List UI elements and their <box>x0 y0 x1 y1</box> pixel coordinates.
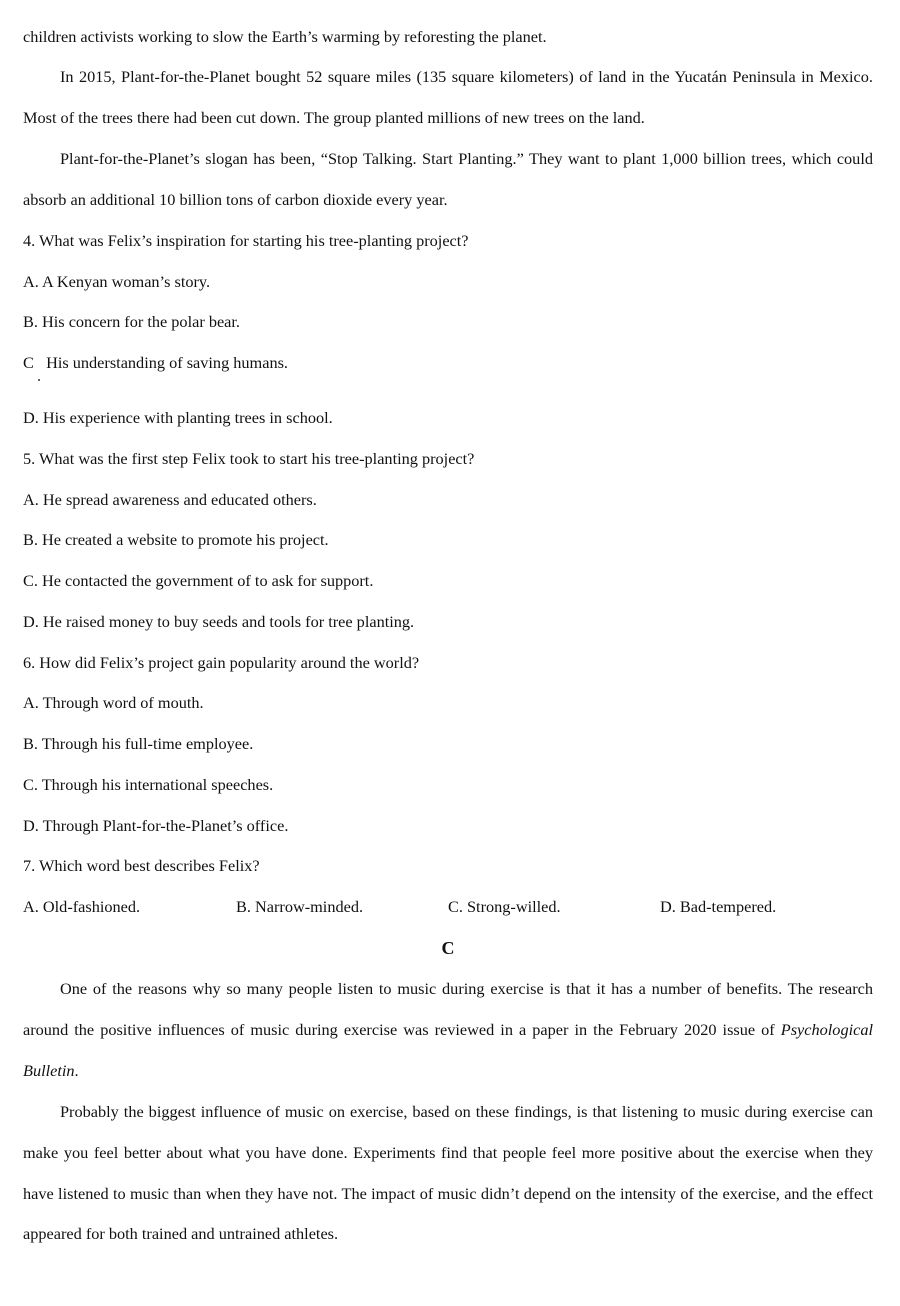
question-7-option-b: B. Narrow-minded. <box>236 897 364 916</box>
question-6-option-a: A. Through word of mouth. <box>23 693 204 712</box>
stray-dot-mark <box>38 379 40 381</box>
question-6-option-c: C. Through his international speeches. <box>23 775 274 794</box>
journal-title: Psychological Bulletin <box>23 1019 873 1080</box>
question-7-option-c: C. Strong-willed. <box>448 897 561 916</box>
question-4-option-d: D. His experience with planting trees in school. <box>23 408 333 427</box>
question-5-option-d: D. He raised money to buy seeds and tools for tree planting. <box>23 612 415 631</box>
question-6-option-d: D. Through Plant-for-the-Planet’s office. <box>23 816 289 835</box>
passage-c-paragraph-1-text: One of the reasons why so many people listen to music during exercise is that it has a number of benefits. The research around the positive influences of music during exercise was reviewed in a paper in the February 2020 issue of <box>23 979 873 1039</box>
question-7-stem: 7. Which word best describes Felix? <box>23 856 260 875</box>
passage-b-continuation: children activists working to slow the Earth’s warming by reforesting the planet. <box>23 27 547 46</box>
question-5-option-b: B. He created a website to promote his project. <box>23 530 329 549</box>
question-4-option-a: A. A Kenyan woman’s story. <box>23 272 211 291</box>
passage-c-paragraph-1 <box>23 969 873 1091</box>
passage-b-paragraph-3: Plant-for-the-Planet’s slogan has been, “Stop Talking. Start Planting.” They want to plant 1,000 billion trees, which could absorb an additional 10 billion tons of carbon dioxide every year. <box>23 149 873 209</box>
question-4-option-b: B. His concern for the polar bear. <box>23 312 241 331</box>
question-7-option-a: A. Old-fashioned. <box>23 897 141 916</box>
section-heading-c: C <box>441 938 455 958</box>
question-4-option-c: C His understanding of saving humans. <box>23 353 288 372</box>
question-6-stem: 6. How did Felix’s project gain popularity around the world? <box>23 653 420 672</box>
question-5-option-a: A. He spread awareness and educated others. <box>23 490 317 509</box>
question-7-option-d: D. Bad-tempered. <box>660 897 777 916</box>
passage-c-paragraph-2: Probably the biggest influence of music on exercise, based on these findings, is that listening to music during exercise can make you feel better about what you have done. Experiments find that people feel more positive about the exercise when they have listened to music than when they have not. The impact of music didn’t depend on the intensity of the exercise, and the effect appeared for both trained and untrained athletes. <box>23 1102 873 1244</box>
question-6-option-b: B. Through his full-time employee. <box>23 734 254 753</box>
question-5-option-c: C. He contacted the government of to ask for support. <box>23 571 374 590</box>
question-5-stem: 5. What was the first step Felix took to start his tree-planting project? <box>23 449 475 468</box>
passage-b-paragraph-2: In 2015, Plant-for-the-Planet bought 52 square miles (135 square kilometers) of land in the Yucatán Peninsula in Mexico. Most of the trees there had been cut down. The group planted millions of new trees on the land. <box>23 67 873 127</box>
passage-c-paragraph-1-end: . <box>74 1060 79 1080</box>
question-4-stem: 4. What was Felix’s inspiration for starting his tree-planting project? <box>23 231 469 250</box>
